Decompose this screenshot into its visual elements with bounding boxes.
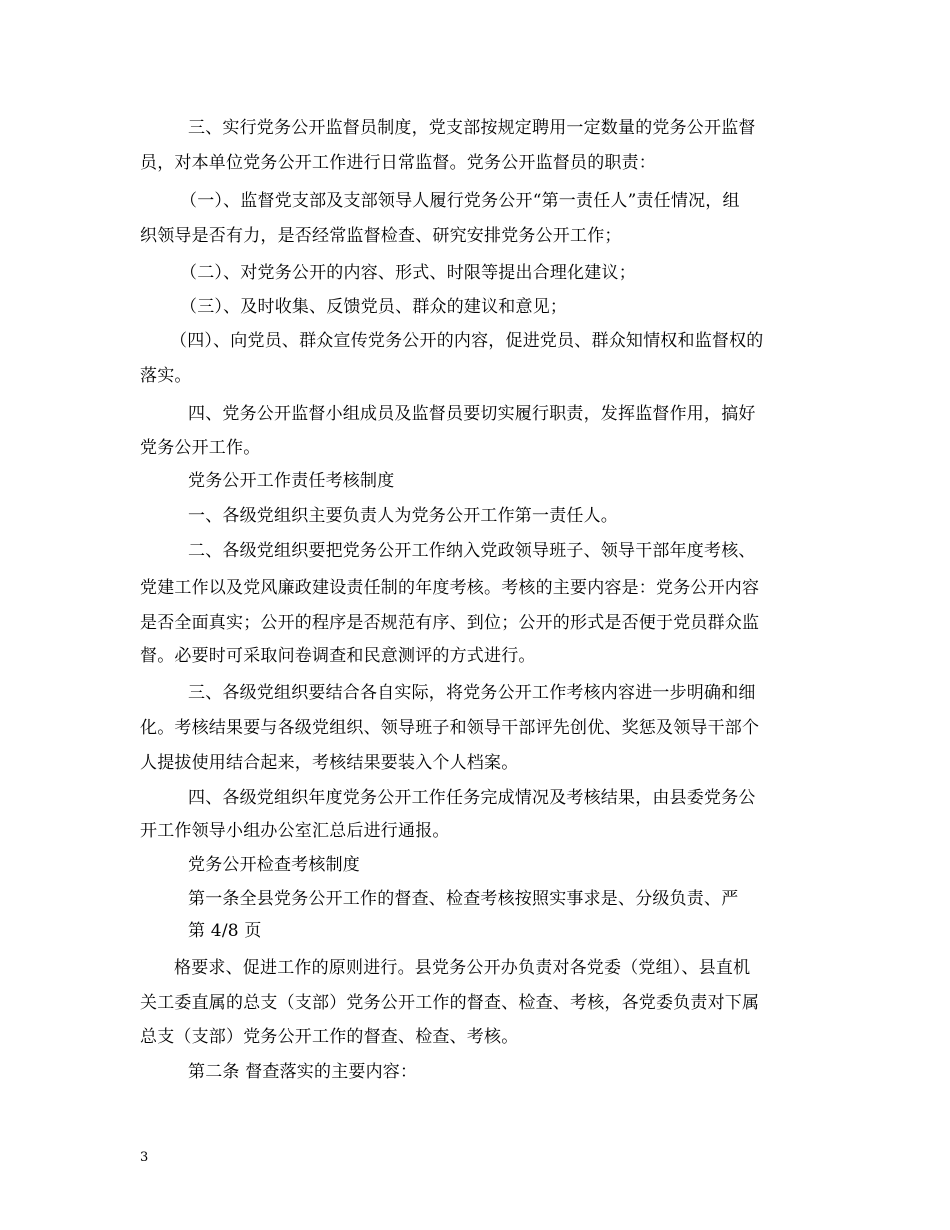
paragraph-line: 一、各级党组织主要负责人为党务公开工作第一责任人。 [188,506,618,526]
paragraph-line: （二）、对党务公开的内容、形式、时限等提出合理化建议； [180,263,636,283]
paragraph-line: （三）、及时收集、反馈党员、群众的建议和意见； [180,297,568,317]
paragraph-line: 开工作领导小组办公室汇总后进行通报。 [140,821,450,841]
paragraph-line: 落实。 [140,366,192,386]
paragraph-line: 督。必要时可采取问卷调查和民意测评的方式进行。 [140,646,536,666]
paragraph-line: 格要求、促进工作的原则进行。县党务公开办负责对各党委（党组）、县直机 [174,958,751,978]
paragraph-line: 党务公开工作。 [140,438,261,458]
paragraph-line: 党建工作以及党风廉政建设责任制的年度考核。考核的主要内容是：党务公开内容 [140,578,760,598]
paragraph-line: 四、党务公开监督小组成员及监督员要切实履行职责，发挥监督作用，搞好 [188,404,756,424]
paragraph-line: 第一条全县党务公开工作的督查、检查考核按照实事求是、分级负责、严 [188,889,739,909]
paragraph-line: 四、各级党组织年度党务公开工作任务完成情况及考核结果，由县委党务公 [188,788,756,808]
section-heading: 党务公开工作责任考核制度 [188,471,395,491]
paragraph-line: 第二条 督查落实的主要内容： [188,1062,418,1082]
page-marker: 第 4/8 页 [188,921,262,941]
paragraph-line: （一）、监督党支部及支部领导人履行党务公开“第一责任人”责任情况，组 [180,191,740,211]
paragraph-line: 总支（支部）党务公开工作的督查、检查、考核。 [140,1027,519,1047]
paragraph-line: （四）、向党员、群众宣传党务公开的内容，促进党员、群众知情权和监督权的 [170,331,764,351]
paragraph-line: 织领导是否有力，是否经常监督检查、研究安排党务公开工作； [140,226,622,246]
section-heading: 党务公开检查考核制度 [188,855,360,875]
paragraph-line: 三、各级党组织要结合各自实际，将党务公开工作考核内容进一步明确和细 [188,683,756,703]
paragraph-line: 员，对本单位党务公开工作进行日常监督。党务公开监督员的职责： [140,153,656,173]
paragraph-line: 二、各级党组织要把党务公开工作纳入党政领导班子、领导干部年度考核、 [188,541,756,561]
paragraph-line: 人提拔使用结合起来，考核结果要装入个人档案。 [140,753,519,773]
paragraph-line: 关工委直属的总支（支部）党务公开工作的督查、检查、考核，各党委负责对下属 [140,993,760,1013]
paragraph-line: 化。考核结果要与各级党组织、领导班子和领导干部评先创优、奖惩及领导干部个 [140,718,760,738]
page-number: 3 [140,1150,149,1165]
paragraph-line: 三、实行党务公开监督员制度，党支部按规定聘用一定数量的党务公开监督 [188,118,756,138]
paragraph-line: 是否全面真实；公开的程序是否规范有序、到位；公开的形式是否便于党员群众监 [140,613,760,633]
